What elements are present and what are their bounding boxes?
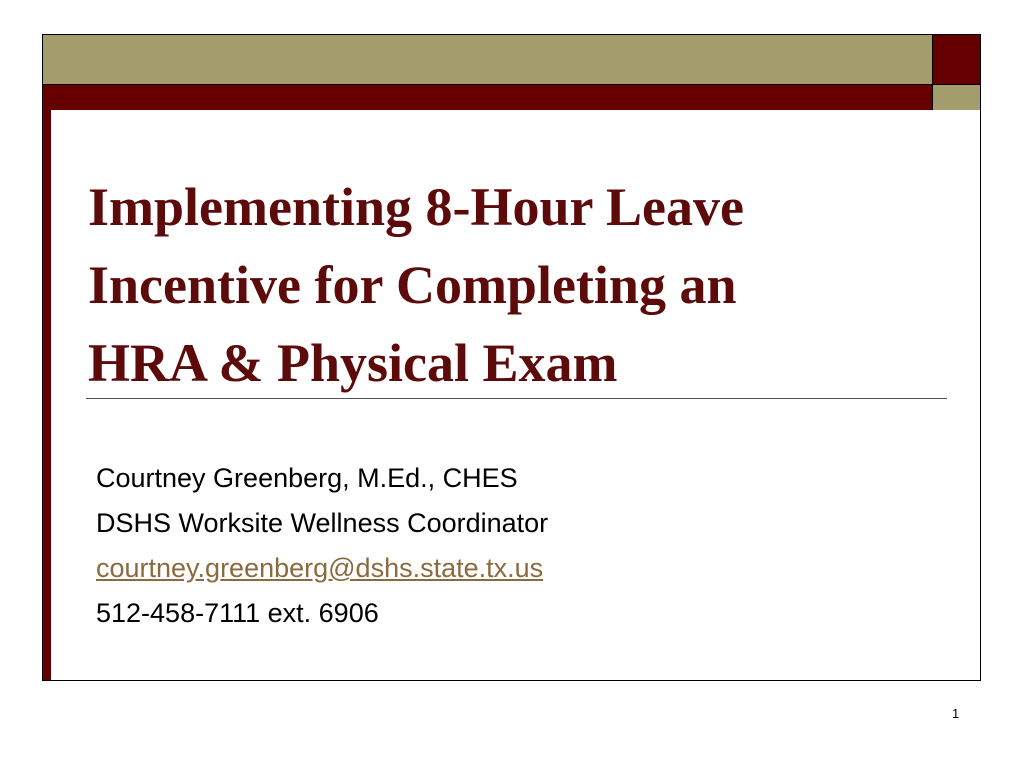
presenter-email-line <box>96 546 896 591</box>
title-line-3: HRA & Physical Exam <box>88 333 618 393</box>
header-maroon-corner <box>933 35 980 84</box>
header-olive-band <box>43 35 933 85</box>
left-accent-bar <box>43 110 51 680</box>
presenter-info <box>96 456 896 636</box>
presenter-email-link[interactable]: courtney.greenberg@dshs.state.tx.us <box>96 553 544 583</box>
presenter-name: Courtney Greenberg, M.Ed., CHES <box>96 463 518 493</box>
presenter-role: DSHS Worksite Wellness Coordinator <box>96 508 549 538</box>
title-line-2: Incentive for Completing an <box>88 255 737 315</box>
header-olive-corner <box>933 85 980 110</box>
header-maroon-band <box>43 85 933 110</box>
page-number: 1 <box>952 706 960 721</box>
title-underline-rule <box>86 398 947 399</box>
title-line-1: Implementing 8-Hour Leave <box>88 177 744 237</box>
slide-title <box>88 168 948 402</box>
presenter-phone: 512-458-7111 ext. 6906 <box>96 598 379 628</box>
